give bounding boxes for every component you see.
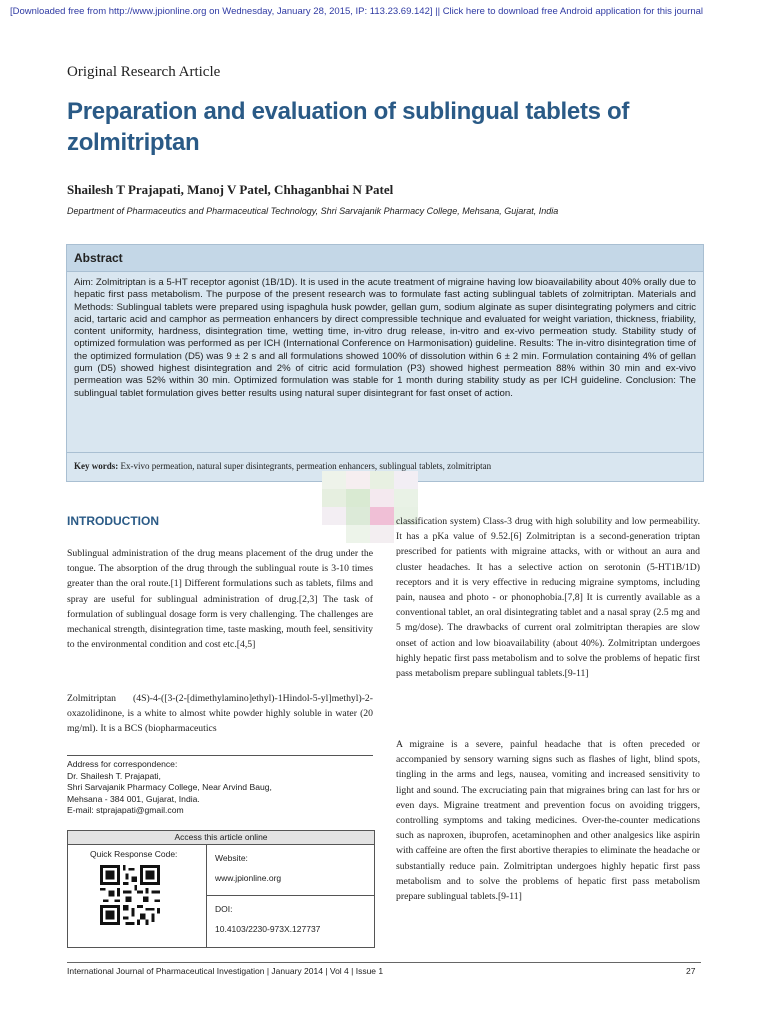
affiliation: Department of Pharmaceutics and Pharmaceutical Technology, Shri Sarvajanik Pharmacy College, Mehsana, Gujarat, India: [67, 206, 559, 216]
keywords-label: Key words:: [74, 461, 119, 471]
keywords: [74, 461, 491, 471]
abstract-text: Aim: Zolmitriptan is a 5-HT receptor agonist (1B/1D). It is used in the acute treatment of migraine having low bioavailability about 40% orally due to hepatic first pass metabolism. The purpose of the present research was to formulate fast acting sublingual tablets of zolmitriptan. Materials and Methods: Sublingual tablets were prepared using ispaghula husk powder, gellan gum, sodium alginate as super disintegrating polymers and citric acid, tartaric acid and camphor as permeation enhancers by direct compressible technique and evaluated for weight variation, thickness, friability, content uniformity, hardness, disintegration time, wetting time, in-vitro drug release, in-vitro and ex-vivo permeation study. Stability study of optimized formulation was performed as per ICH (International Conference on Harmonisation) guideline. Results: The in-vitro disintegration time of the optimized formulation (D5) was 9 ± 2 s and all formulations showed 100% of dissolution within 6 ± 2 min. Formulation containing 4% of gellan gum (D5) showed highest disintegration and 2% of citric acid formulation (P3) showed highest permeation 88% within 30 min and ex-vivo permeation was 52% within 30 min. Optimized formulation was stable for 1 month during stability study as per ICH guideline. Conclusion: The sublingual tablet formulation gives better results using natural super disintegrant for fast onset of action.: [74, 277, 696, 399]
access-heading: Access this article online: [68, 831, 374, 845]
correspondence-address-1: Shri Sarvajanik Pharmacy College, Near Arvind Baug,: [67, 782, 272, 792]
correspondence-address-2: Mehsana - 384 001, Gujarat, India.: [67, 793, 200, 804]
website-cell: [207, 845, 374, 896]
doi-link[interactable]: 10.4103/2230-973X.127737: [215, 924, 321, 934]
article-type: Original Research Article: [67, 64, 221, 80]
qr-cell: [68, 845, 207, 947]
doi-label: DOI:: [215, 904, 233, 914]
qr-code-icon[interactable]: [100, 865, 160, 925]
footer-journal: International Journal of Pharmaceutical Investigation | January 2014 | Vol 4 | Issue 1: [67, 966, 384, 976]
correspondence-block: [67, 755, 373, 817]
intro-paragraph-4: A migraine is a severe, painful headache that is often preceded or accompanied by sensory warning signs such as flashes of light, blind spots, tingling in the arms and legs, nausea, vomiting and increased sensitivity to light and sound. The excruciating pain that migraines bring can last for hrs or even days. Migraine treatment and prevention focus on avoiding triggers, controlling symptoms and taking medicines. Over-the-counter medications such as naproxen, ibuprofen, acetaminophen and other analgesics like aspirin with caffeine are often the first abortive therapies to eliminate the headache or substantially reduce pain. Zolmitriptan undergoes highly hepatic first pass metabolism and to solve the problems of hepatic first pass metabolism prepare sublingual tablets.[9-11]: [396, 739, 700, 903]
access-box: [67, 830, 375, 948]
intro-paragraph-3: classification system) Class-3 drug with high solubility and low permeability. It has a pKa value of 9.52.[6] Zolmitriptan is a second-generation triptan prescribed for patients with migraine attacks, with or without an aura and cluster headaches. It has a selective action on serotonin (5-HT1B/1D) receptors and it is very effective in reducing migraine symptoms, including pain, nausea and photo - or phonophobia.[7,8] It is currently available as a conventional tablet, an oral disintegrating tablet and a nasal spray (2.5 mg and 5 mg/dose). The drawbacks of current oral zolmitriptan therapies are slow onset of action and low bioavailability (about 40%). Zolmitriptan undergoes highly hepatic first pass metabolism and to solve the problems of hepatic first pass metabolism prepare sublingual tablets.[9-11]: [396, 516, 700, 680]
abstract-box: [66, 244, 704, 482]
correspondence-name: Dr. Shailesh T. Prajapati,: [67, 770, 161, 781]
footer-divider: [67, 962, 701, 963]
website-link[interactable]: www.jpionline.org: [215, 873, 282, 883]
qr-label: Quick Response Code:: [90, 849, 178, 859]
intro-paragraph-2: Zolmitriptan (4S)-4-([3-(2-[dimethylamino]ethyl)-1Hindol-5-yl]methyl)-2-oxazolidinone, is a white to almost white powder highly soluble in water (20 mg/ml). It is a BCS (biopharmaceutics: [67, 693, 373, 735]
correspondence-label: Address for correspondence:: [67, 759, 178, 769]
download-banner[interactable]: [Downloaded free from http://www.jpionline.org on Wednesday, January 28, 2015, IP: 113.23.69.142] || Click here to download free Android application for this journal: [10, 6, 704, 17]
authors: Shailesh T Prajapati, Manoj V Patel, Chhaganbhai N Patel: [67, 182, 394, 197]
keywords-text: Ex-vivo permeation, natural super disintegrants, permeation enhancers, sublingual tablets, zolmitriptan: [120, 461, 492, 471]
website-label: Website:: [215, 853, 248, 863]
page-number: 27: [686, 966, 696, 976]
abstract-header: [67, 245, 703, 272]
intro-paragraph-1: Sublingual administration of the drug means placement of the drug under the tongue. The absorption of the drug through the sublingual route is 3-10 times greater than the oral route.[1] Different formulations such as tablets, films and spray are useful for sublingual administration of drug.[2,3] The task of formulation of sublingual dosage form is very challenging. The challenges are mechanical strength, disintegration time, taste masking, mouth feel, sensitivity to the environmental condition and cost etc.[4,5]: [67, 548, 373, 651]
abstract-heading: Abstract: [74, 251, 123, 265]
page-title: Preparation and evaluation of sublingual tablets of zolmitriptan: [67, 98, 630, 156]
introduction-heading: INTRODUCTION: [67, 514, 159, 528]
correspondence-email[interactable]: E-mail: stprajapati@gmail.com: [67, 805, 184, 815]
doi-cell: [207, 896, 374, 947]
